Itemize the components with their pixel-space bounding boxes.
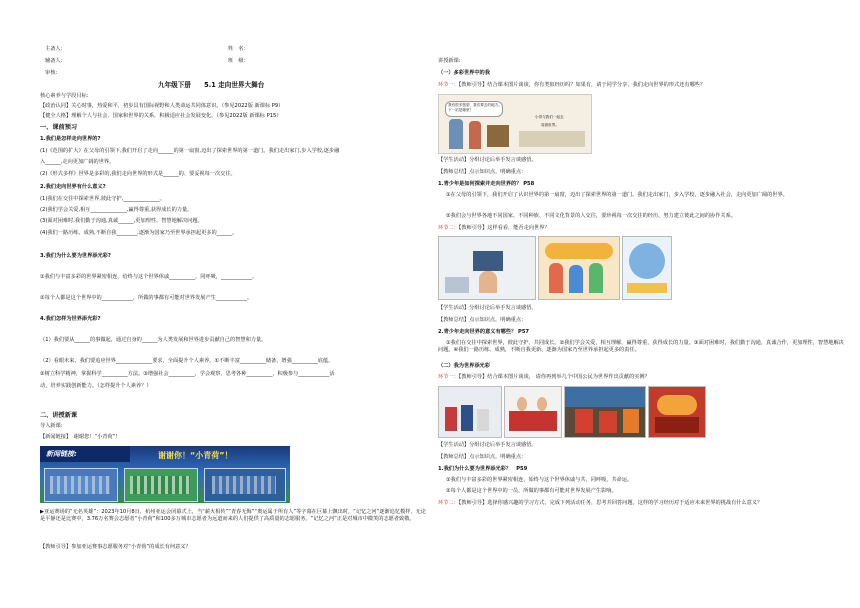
right-column [430, 0, 860, 608]
img1-caption-3: 小青与我们一起去 [535, 115, 564, 119]
knowledge-2a: ①我们在交往中探索世界，彼此守护，共同成长。②我们学会关爱，相互理解，赢得尊重，获得成长的力量。③面对困难时，我们勤于沟通，真诚合作，更加理性，智慧地解决问题。④我们一路历练、成熟，不断自我更新，逐渐为国家乃至世界承担起更多的责任。 [438, 340, 844, 353]
link-1-text: 【教师引导】结合课本图片谈谈，你有类似经历吗？如果有，请于同学分享，我们走向世界的形式还有哪些？ [458, 82, 706, 88]
fubei-label: 辅备人: [45, 58, 63, 64]
link-4-text: 【教师引导】选择你感兴趣的学习方式，完成下列活动任务，思考并回答问题，这样的学习经历对于适应未来世界的挑战有什么意义？ [458, 500, 763, 506]
link-3 [438, 374, 650, 381]
question-3b: ②每个人都是这个世界中的____________，所做的事都有可能对世界发展产生____________。 [40, 295, 253, 301]
img1-bubble-2: 下一站是哪里？ [448, 108, 474, 112]
news-paragraph: ▶亚运赛场的“无名英雄”：2023年10月8日，杭州亚运会闭幕式上，当“薪火相传”“青春无悔”“奥运属于所有人”等字幕在巨幕上飘出时，“记忆之河”逐渐追忆模样，无论是平静还是比赛中，3.76万名赛会志愿者“小青荷”和100多万城市志愿者为远道而来的人们提供了高质量的志愿服务。“记忆之河”正是对城市中微笑的志愿者致敬。 [40, 509, 426, 522]
question-3: 3.我们为什么要为世界添光彩? [40, 253, 111, 259]
question-2a: (1)我们在交往中探索世界,彼此守护,______________。 [40, 196, 165, 202]
student-activity-3: 【学生活动】分组讨论后举手发言谈感悟。 [438, 442, 537, 448]
travel-illustration-image [438, 94, 592, 154]
contribution-image-1 [438, 386, 502, 438]
subsection-2: （二）我为世界添光彩 [438, 363, 490, 369]
teacher-summary-2: 【教师总结】点示知识点，明确重点： [438, 317, 527, 323]
core-item-1: 【政治认同】关心时事，热爱和平，初步具有国际视野和人类命运共同体意识。（参见2022版 新课标 P9） [40, 103, 284, 109]
question-1a-cont: 入______,走向更加广阔的世界。 [40, 159, 115, 165]
contribution-image-3 [564, 386, 646, 438]
study-image-2 [538, 236, 620, 300]
class-label: 班 级： [228, 58, 249, 64]
teacher-question: 【教师引导】参加亚运赛事志愿服务对“小青荷”的成长有何意义？ [40, 544, 191, 550]
intro-label: 导入新课: [40, 423, 63, 429]
knowledge-1a: ①在父母的引领下，我们开启了认识世界的第一扇窗，迈出了探索世界的第一道门。我们走出家门，步入学校，逐步融入社会，走向更加广阔的世界。 [446, 192, 788, 198]
student-activity-2: 【学生活动】分组讨论后举手发言谈感悟。 [438, 305, 537, 311]
teacher-summary-1: 【教师总结】点示知识点，明确重点： [438, 169, 527, 175]
question-3a: ①我们与丰富多彩的世界紧密相连，给终与这个世界休戚__________，同呼吸，____________。 [40, 274, 258, 280]
question-4a: （1）我们要从______的事做起，通过自身的______为人类发展和世界进步贡献自己的智慧和力量。 [40, 337, 267, 343]
study-image-3 [622, 236, 672, 300]
link-3-label: 环节一： [438, 374, 459, 380]
question-4c: ②树立科学精神，掌握科学__________方法。③增强社会__________，学会观察、思考各种__________，积极参与____________活 [40, 371, 335, 377]
link-2-text: 【教师引导】这样看看，能否走向世界？ [458, 225, 550, 231]
question-1b: (2)《形式多样》世界是多彩的,我们走向世界的形式是______的、要妥视每一次交往。 [40, 171, 236, 177]
question-2b: (2)我们学会关爱,相互______________,赢得尊重,获得成长的力量。 [40, 207, 193, 213]
core-heading: 核心素养与学段目标: [40, 93, 89, 99]
knowledge-3b: ②每个人都是这个世界中的一员，所做的事都有可能对世界发展产生影响。 [446, 488, 617, 494]
name-label: 姓 名： [228, 46, 249, 52]
core-item-2: 【健全人格】理解个人与社会、国家和世界的关系，积极适应社会发展变化。（参见2022版 新课标 P15） [40, 113, 282, 119]
question-2c: (3)面对困难时,我们勤于沟通,真诚______,更加理性、智慧地解决问题。 [40, 218, 203, 224]
news-link-label: 【新闻链接】 谢谢您！“小青荷”！ [40, 434, 121, 440]
knowledge-3: 1.我们为什么要为世界添光彩？ P59 [438, 466, 528, 472]
question-2d: (4)我们一路历练、成熟,不断自我________,逐渐为国家乃至世界承担起更多的______。 [40, 230, 238, 236]
link-2 [438, 225, 550, 232]
subsection-1: （一）多彩世界中的我 [438, 70, 490, 76]
question-2: 2.我们走向世界有什么意义? [40, 184, 106, 190]
contribution-image-2 [504, 386, 562, 438]
question-1: 1.我们是怎样走向世界的? [40, 136, 101, 142]
link-4 [438, 500, 762, 507]
link-3-text: 【教师引导】结合课本图片谈谈， 请你再列举几个中国公民为世界作出贡献的实例？ [458, 374, 650, 380]
study-image-1 [438, 236, 536, 300]
question-1a: (1)《范围的扩大》在父母的引领下,我们开启了走向______的第一扇窗,迈出了探索世界的第一道门。我们走出家门,步入学校,逐步融 [40, 148, 340, 154]
banner-left-text: 新闻链接: [46, 450, 77, 458]
knowledge-2: 2.青少年走向世界的意义有哪些？ P57 [438, 329, 530, 335]
zhubei-label: 主备人: [45, 46, 63, 52]
question-4b: （2）看眼未来，我们要追应世界______________要求，全面提升个人素养。①不断丰富__________储备，增强__________底蕴。 [40, 358, 334, 364]
student-activity-1: 【学生活动】分组讨论后举手发言谈感悟。 [438, 157, 537, 163]
knowledge-1: 1.青少年是如何探索并走向世界的？ P58 [438, 181, 535, 187]
news-banner-image [40, 446, 290, 503]
question-4d: 动，培养实践创新能力。（怎样提升个人素养？） [40, 383, 152, 389]
teacher-summary-3: 【教师总结】点示知识点，明确重点： [438, 454, 527, 460]
img1-caption-4: 周游世界。 [541, 123, 559, 127]
knowledge-3a: ①我们与丰富多彩的世界紧密相连，始终与这个世界休戚与共，同呼吸，共命运。 [446, 477, 633, 483]
lecture-heading: 讲授新课: [438, 58, 461, 64]
page-title: 九年级下册 5.1 走向世界大舞台 [158, 81, 265, 89]
link-2-label: 环节二： [438, 225, 459, 231]
img1-bubble-1: 我有很多愿望，我们要去的地方。 [448, 103, 502, 107]
link-1-label: 环节一： [438, 82, 459, 88]
contribution-image-4 [648, 386, 706, 438]
section-heading-2: 二、讲授新课 [40, 412, 78, 419]
shenyue-label: 审核: [45, 70, 58, 76]
banner-right-text: 谢谢你！“小青荷”！ [158, 451, 233, 460]
section-heading-1: 一、课前预习 [40, 124, 78, 131]
link-4-label: 环节二： [438, 500, 459, 506]
knowledge-1b: ②我们会与世界各地不同国家、不同种族、不同文化背景的人交往，要珍视每一次交往的经历，努力建立彼此之间的协作关系。 [446, 213, 736, 219]
question-4: 4.我们怎样为世界添光彩? [40, 316, 101, 322]
link-1 [438, 82, 705, 89]
